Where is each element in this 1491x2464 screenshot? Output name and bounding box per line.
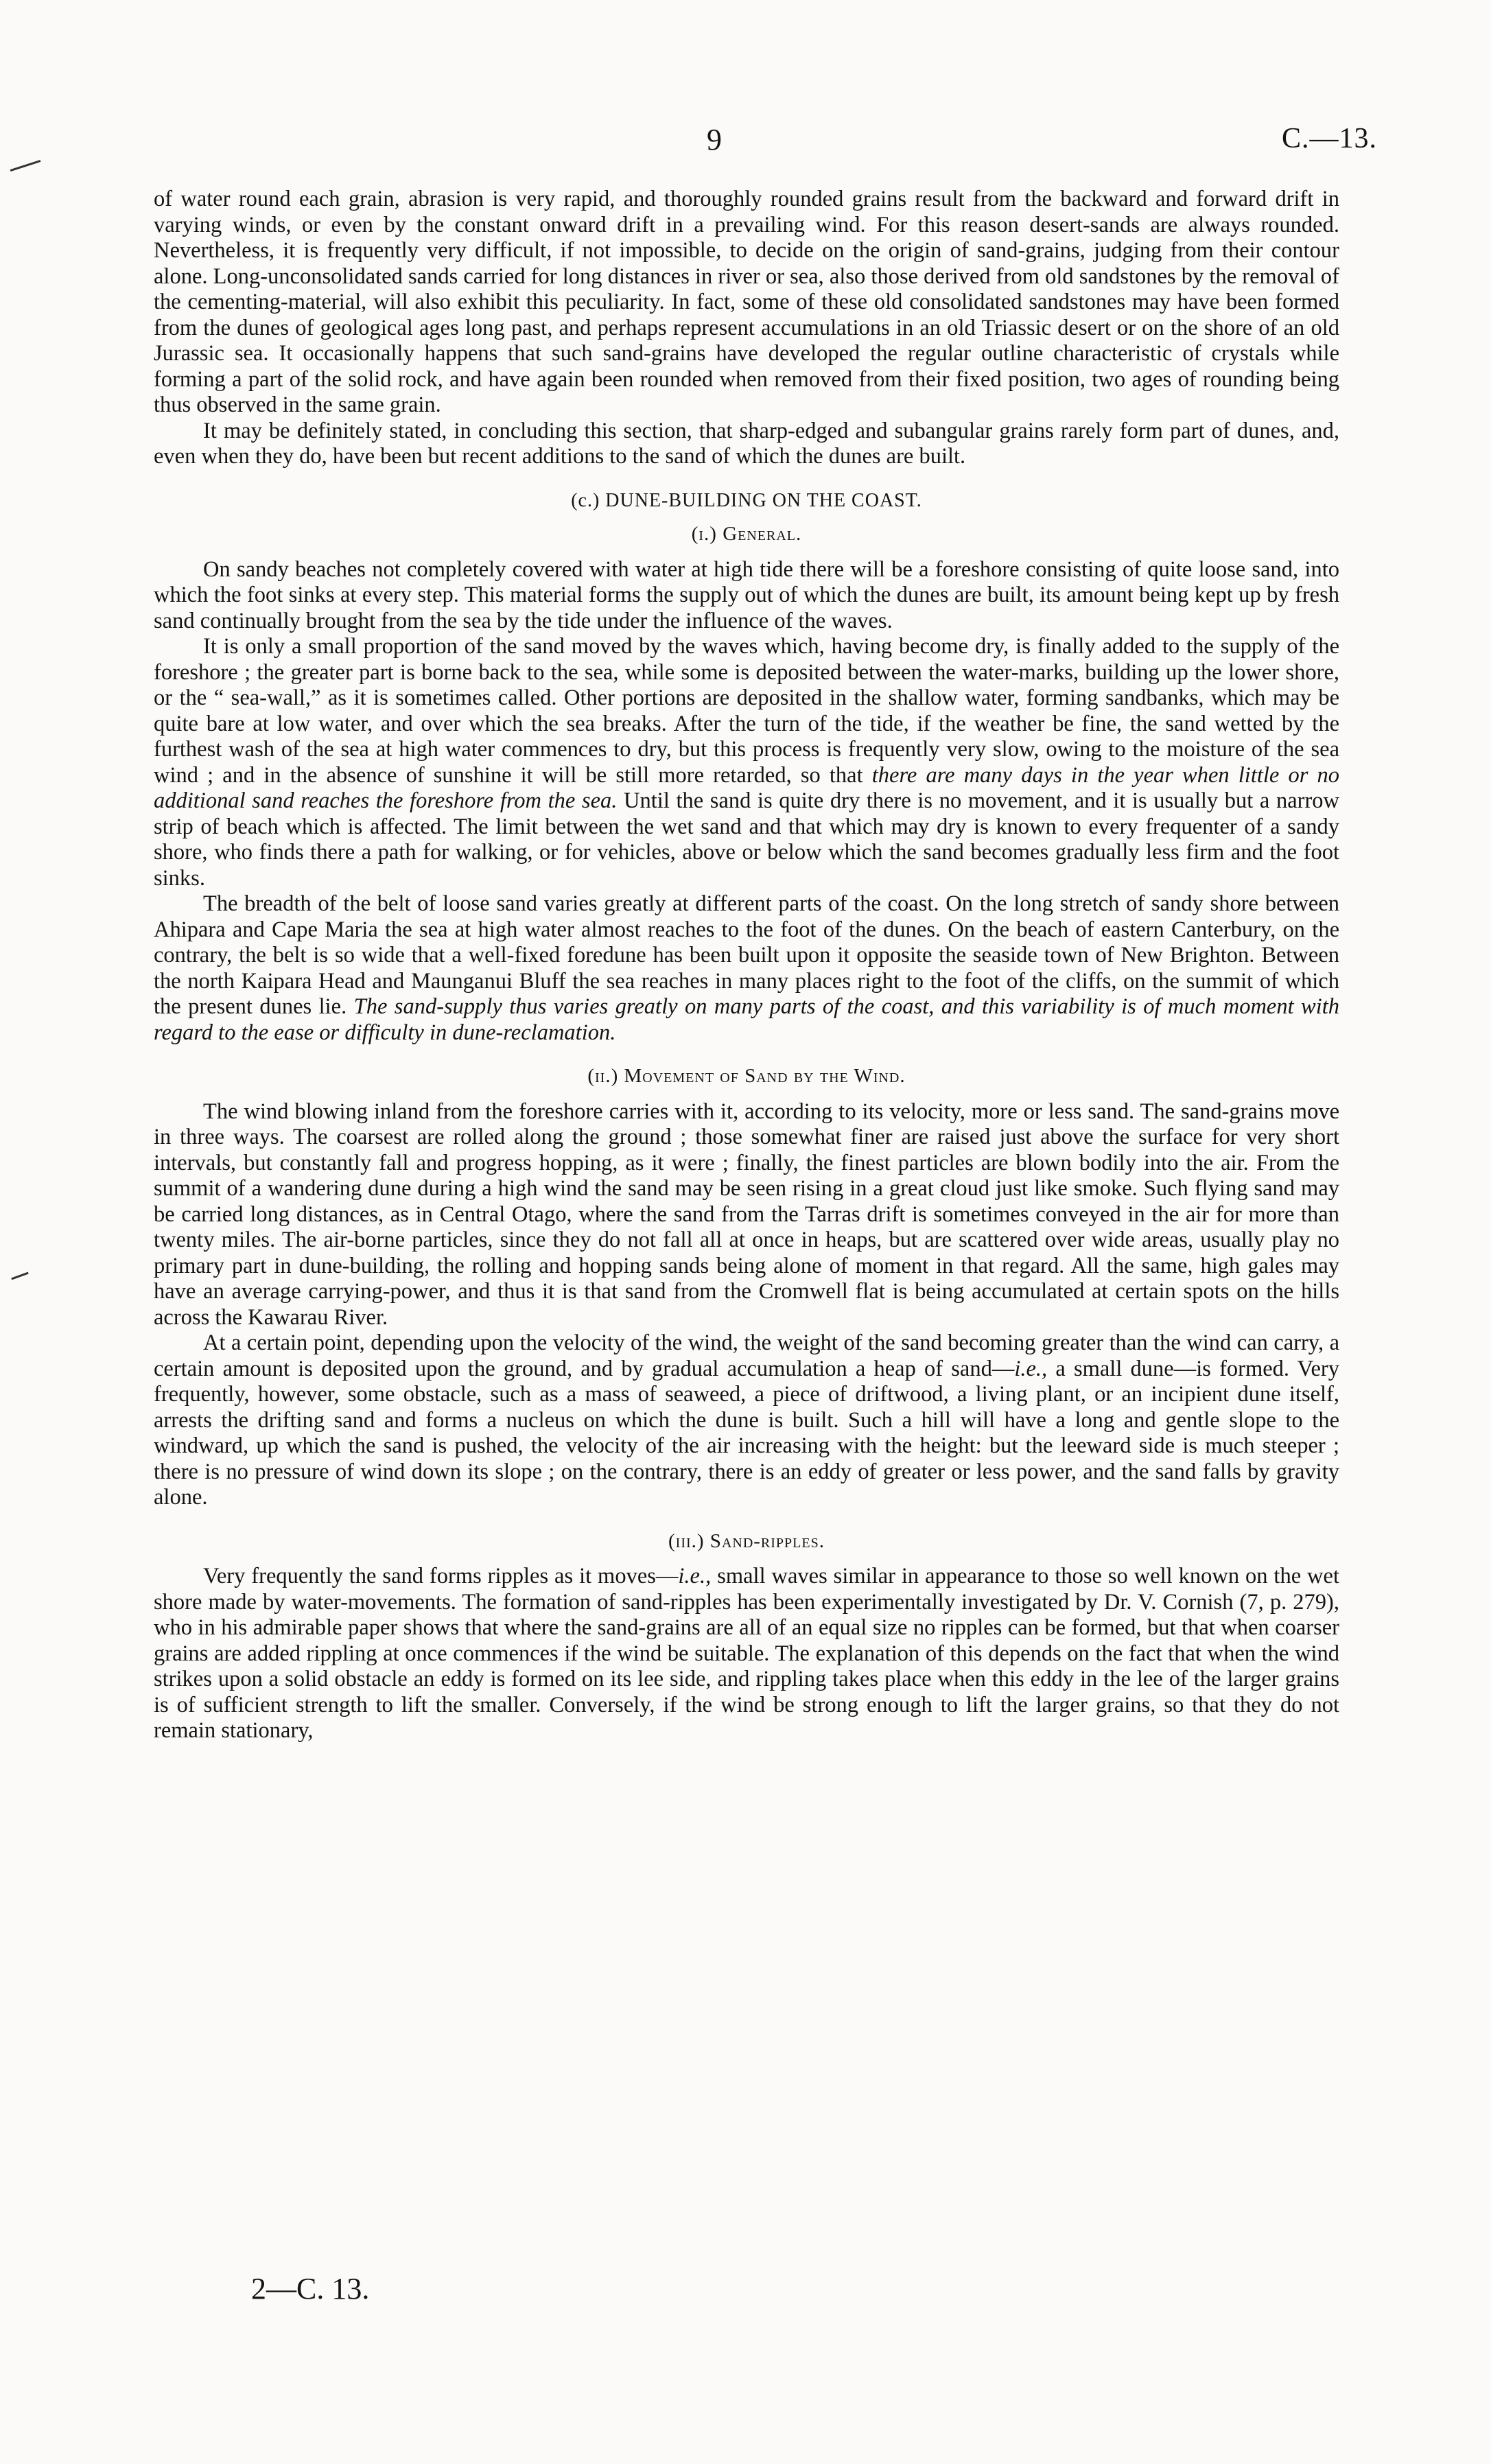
paragraph: The wind blowing inland from the foreshore carries with it, according to its velocity, more or less sand. The sand-grains move in three ways. The coarsest are rolled along the ground ; those somewhat finer are raised just above the surface for very short intervals, but constantly fall and progress hopping, as it were ; finally, the finest particles are blown bodily into the air. From the summit of a wandering dune during a high wind the sand may be seen rising in a great cloud just like smoke. Such flying sand may be carried long distances, as in Central Otago, where the sand from the Tarras drift is sometimes conveyed in the air for more than twenty miles. The air-borne particles, since they do not fall all at once in heaps, but are scattered over wide areas, usually play no primary part in dune-building, the rolling and hopping sands being alone of moment in that regard. All the same, high gales may have an average carrying-power, and thus it is that sand from the Cromwell flat is being accumulated at certain spots on the hills across the Kawarau River. [154, 1099, 1339, 1330]
paragraph: On sandy beaches not completely covered with water at high tide there will be a foreshore consisting of quite loose sand, into which the foot sinks at every step. This material forms the supply out of which the dunes are built, its amount being kept up by fresh sand continually brought from the sea by the tide under the influence of the waves. [154, 556, 1339, 633]
italic-emphasis: The sand-supply thus varies greatly on many parts of the coast, and this variability is of much moment with regard to the ease or difficulty in dune-reclamation. [154, 994, 1340, 1045]
page-number: 9 [707, 123, 722, 156]
margin-mark [10, 160, 41, 172]
paragraph: At a certain point, depending upon the velocity of the wind, the weight of the sand becoming greater than the wind can carry, a certain amount is deposited upon the ground, and by gradual accumulation a heap of sand—i.e., a small dune—is formed. Very frequently, however, some obstacle, such as a mass of seaweed, a piece of driftwood, a living plant, or an incipient dune itself, arrests the drifting sand and forms a nucleus on which the dune is built. Such a hill will have a long and gentle slope to the windward, up which the sand is pushed, the velocity of the air increasing with the height: but the leeward side is much steeper ; there is no pressure of wind down its slope ; on the contrary, there is an eddy of greater or less power, and the sand falls by gravity alone. [154, 1330, 1339, 1510]
paragraph: of water round each grain, abrasion is very rapid, and thoroughly rounded grains result from the backward and forward drift in varying winds, or even by the constant onward drift in a prevailing wind. For this reason desert-sands are always rounded. Nevertheless, it is frequently very difficult, if not impossible, to decide on the origin of sand-grains, judging from their contour alone. Long-unconsolidated sands carried for long distances in river or sea, also those derived from old sandstones by the removal of the cementing-material, will also exhibit this peculiarity. In fact, some of these old consolidated sandstones may have been formed from the dunes of geological ages long past, and perhaps represent accumulations in an old Triassic desert or on the shore of an old Jurassic sea. It occasionally happens that such sand-grains have developed the regular outline characteristic of crystals while forming a part of the solid rock, and have again been rounded when removed from their fixed position, two ages of rounding being thus observed in the same grain. [154, 187, 1339, 417]
paragraph: It may be definitely stated, in concluding this section, that sharp-edged and subangular grains rarely form part of dunes, and, even when they do, have been but recent additions to the sand of which the dunes are built. [154, 418, 1339, 469]
sheet-reference: 2—C. 13. [251, 2272, 370, 2305]
section-heading: (c.) DUNE-BUILDING ON THE COAST. [571, 489, 922, 511]
subsection-heading: (iii.) Sand-ripples. [668, 1529, 825, 1552]
subsection-heading: (ii.) Movement of Sand by the Wind. [587, 1065, 906, 1087]
subsection-heading: (i.) General. [691, 523, 802, 545]
paragraph: Very frequently the sand forms ripples as it moves—i.e., small waves similar in appearance to those so well known on the wet shore made by water-movements. The formation of sand-ripples has been experimentally investigated by Dr. V. Cornish (7, p. 279), who in his admirable paper shows that where the sand-grains are all of an equal size no ripples can be formed, but that when coarser grains are added rippling at once commences if the wind be suitable. The explanation of this depends on the fact that when the wind strikes upon a solid obstacle an eddy is formed on its lee side, and rippling takes place when this eddy in the lee of the larger grains is of sufficient strength to lift the smaller. Conversely, if the wind be strong enough to lift the larger grains, so that they do not remain stationary, [154, 1564, 1339, 1743]
italic-emphasis: there are many days in the year when little or no additional sand reaches the foreshore from the sea. [154, 762, 1340, 813]
body-text [154, 187, 1339, 1744]
paragraph: The breadth of the belt of loose sand varies greatly at different parts of the coast. On the long stretch of sandy shore between Ahipara and Cape Maria the sea at high water almost reaches to the foot of the dunes. On the beach of eastern Canterbury, on the contrary, the belt is so wide that a well-fixed foredune has been built upon it opposite the seaside town of New Brighton. Between the north Kaipara Head and Maunganui Bluff the sea reaches in many places right to the foot of the cliffs, on the summit of which the present dunes lie. The sand-supply thus varies greatly on many parts of the coast, and this variability is of much moment with regard to the ease or difficulty in dune-reclamation. [154, 891, 1340, 1045]
document-reference: C.—13. [1282, 123, 1378, 154]
paragraph: It is only a small proportion of the sand moved by the waves which, having become dry, is finally added to the supply of the foreshore ; the greater part is borne back to the sea, while some is deposited between the water-marks, building up the lower shore, or the “ sea-wall,” as it is sometimes called. Other portions are deposited in the shallow water, forming sandbanks, which may be quite bare at low water, and over which the sea breaks. After the turn of the tide, if the weather be fine, the sand wetted by the furthest wash of the sea at high water commences to dry, but this process is frequently very slow, owing to the moisture of the sea wind ; and in the absence of sunshine it will be still more retarded, so that there are many days in the year when little or no additional sand reaches the foreshore from the sea. Until the sand is quite dry there is no movement, and it is usually but a narrow strip of beach which is affected. The limit between the wet sand and that which may dry is known to every frequenter of a sandy shore, who finds there a path for walking, or for vehicles, above or below which the sand becomes gradually less firm and the foot sinks. [154, 634, 1340, 891]
margin-mark [11, 1272, 28, 1280]
